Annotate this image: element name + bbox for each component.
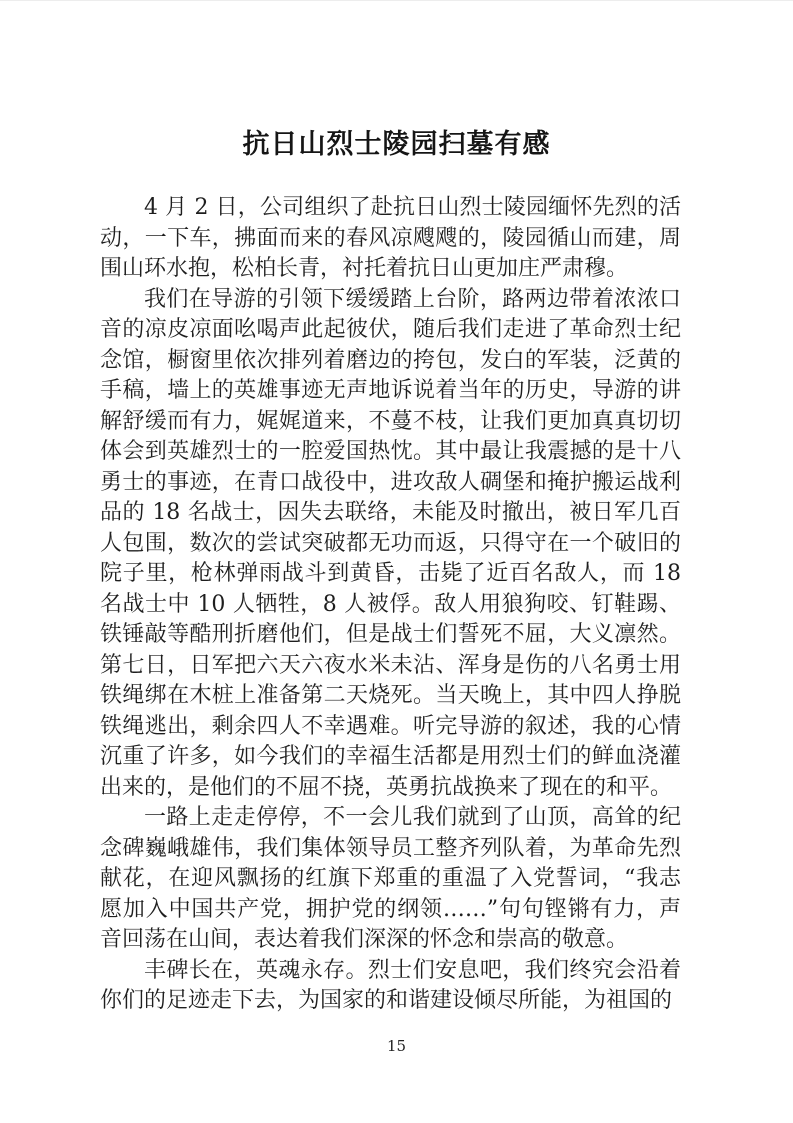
paragraph-memorial-hall: 我们在导游的引领下缓缓踏上台阶，路两边带着浓浓口音的凉皮凉面吆喝声此起彼伏，随后我们走进了革命烈士纪念馆，橱窗里依次排列着磨边的挎包，发白的军装，泛黄的手稿，墙上的英雄事迹无声地诉说着当年的历史，导游的讲解舒缓而有力，娓娓道来，不蔓不枝，让我们更加真真切切体会到英雄烈士的一腔爱国热忱。其中最让我震撼的是十八勇士的事迹，在青口战役中，进攻敌人碉堡和掩护搬运战利品的 18 名战士，因失去联络，未能及时撤出，被日军几百人包围，数次的尝试突破都无功而返，只得守在一个破旧的院子里，枪林弹雨战斗到黄昏，击毙了近百名敌人，而 18 名战士中 10 人牺牲，8 人被俘。敌人用狼狗咬、钉鞋踢、铁锤敲等酷刑折磨他们，但是战士们誓死不屈，大义凛然。第七日，日军把六天六夜水米未沾、浑身是伤的八名勇士用铁绳绑在木桩上准备第二天烧死。当天晚上，其中四人挣脱铁绳逃出，剩余四人不幸遇难。听完导游的叙述，我的心情沉重了许多，如今我们的幸福生活都是用烈士们的鲜血浇灌出来的，是他们的不屈不挠，英勇抗战换来了现在的和平。 (100, 286, 681, 800)
paragraph-monument: 一路上走走停停，不一会儿我们就到了山顶，高耸的纪念碑巍峨雄伟，我们集体领导员工整齐列队着，为革命先烈献花，在迎风飘扬的红旗下郑重的重温了入党誓词，“我志愿加入中国共产党，拥护党的纲领……”句句铿锵有力，声音回荡在山间，表达着我们深深的怀念和崇高的敬意。 (100, 805, 681, 952)
document-title: 抗日山烈士陵园扫墓有感 (242, 129, 551, 160)
paragraph-intro: 4 月 2 日，公司组织了赴抗日山烈士陵园缅怀先烈的活动，一下车，拂面而来的春风凉飕飕的，陵园循山而建，周围山环水抱，松柏长青，衬托着抗日山更加庄严肃穆。 (100, 195, 681, 281)
document-body (100, 193, 681, 1017)
paragraph-closing: 丰碑长在，英魂永存。烈士们安息吧，我们终究会沿着你们的足迹走下去，为国家的和谐建设倾尽所能，为祖国的 (100, 957, 681, 1013)
page-number: 15 (386, 1037, 407, 1055)
